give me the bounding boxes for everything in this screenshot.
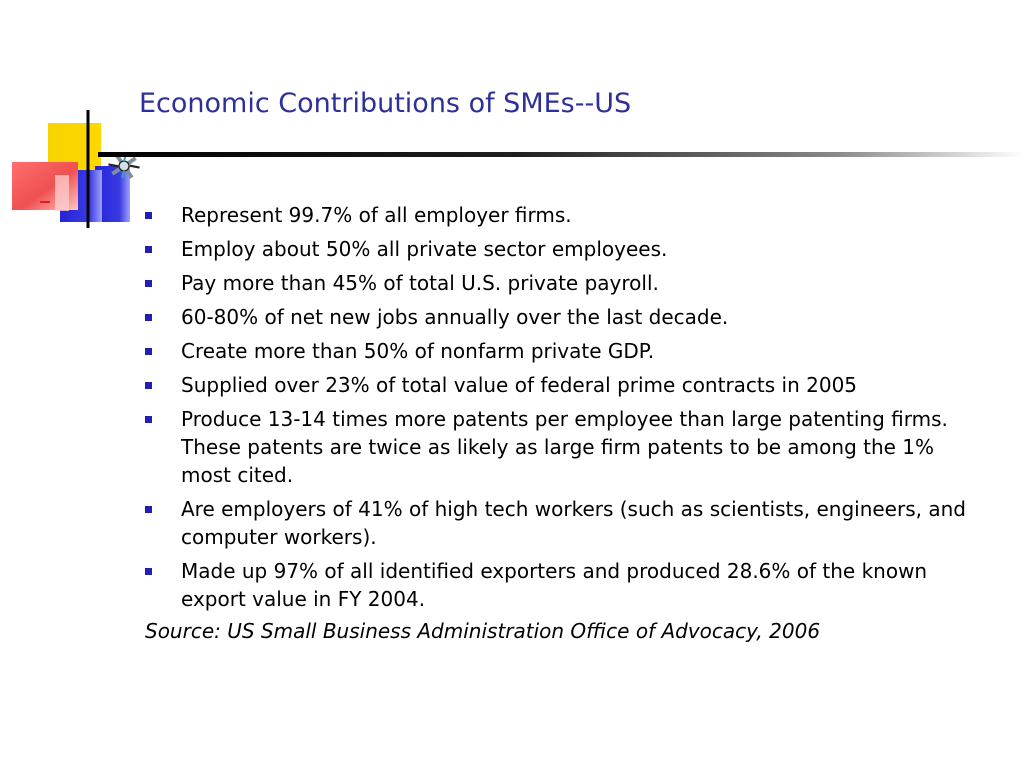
bullet-text: Supplied over 23% of total value of federal prime contracts in 2005 xyxy=(181,373,858,397)
bullet-item xyxy=(145,269,985,297)
square-bullet-icon xyxy=(145,314,152,321)
bullet-text: Are employers of 41% of high tech workers (such as scientists, engineers, and computer workers). xyxy=(181,497,966,549)
bullet-list xyxy=(145,201,985,619)
slide-title: Economic Contributions of SMEs--US xyxy=(139,88,632,119)
bullet-item xyxy=(145,235,985,263)
bullet-text: Produce 13-14 times more patents per employee than large patenting firms. These patents are twice as likely as large firm patents to be among the 1% most cited. xyxy=(181,407,948,487)
square-bullet-icon xyxy=(145,280,152,287)
bullet-item xyxy=(145,337,985,365)
bullet-item xyxy=(145,405,985,489)
square-bullet-icon xyxy=(145,382,152,389)
square-bullet-icon xyxy=(145,506,152,513)
bullet-item xyxy=(145,201,985,229)
square-bullet-icon xyxy=(145,568,152,575)
bullet-item xyxy=(145,557,985,613)
bullet-text: Pay more than 45% of total U.S. private payroll. xyxy=(181,271,659,295)
square-bullet-icon xyxy=(145,212,152,219)
title-divider xyxy=(98,152,1024,157)
bullet-text: Represent 99.7% of all employer firms. xyxy=(181,203,572,227)
bullet-text: Employ about 50% all private sector employees. xyxy=(181,237,668,261)
bullet-text: Made up 97% of all identified exporters and produced 28.6% of the known export value in FY 2004. xyxy=(181,559,928,611)
source-citation: Source: US Small Business Administration Office of Advocacy, 2006 xyxy=(145,619,821,643)
bullet-text: 60-80% of net new jobs annually over the last decade. xyxy=(181,305,729,329)
bullet-item xyxy=(145,495,985,551)
bullet-item xyxy=(145,303,985,331)
square-bullet-icon xyxy=(145,416,152,423)
bullet-text: Create more than 50% of nonfarm private GDP. xyxy=(181,339,655,363)
square-bullet-icon xyxy=(145,246,152,253)
bullet-item xyxy=(145,371,985,399)
square-bullet-icon xyxy=(145,348,152,355)
